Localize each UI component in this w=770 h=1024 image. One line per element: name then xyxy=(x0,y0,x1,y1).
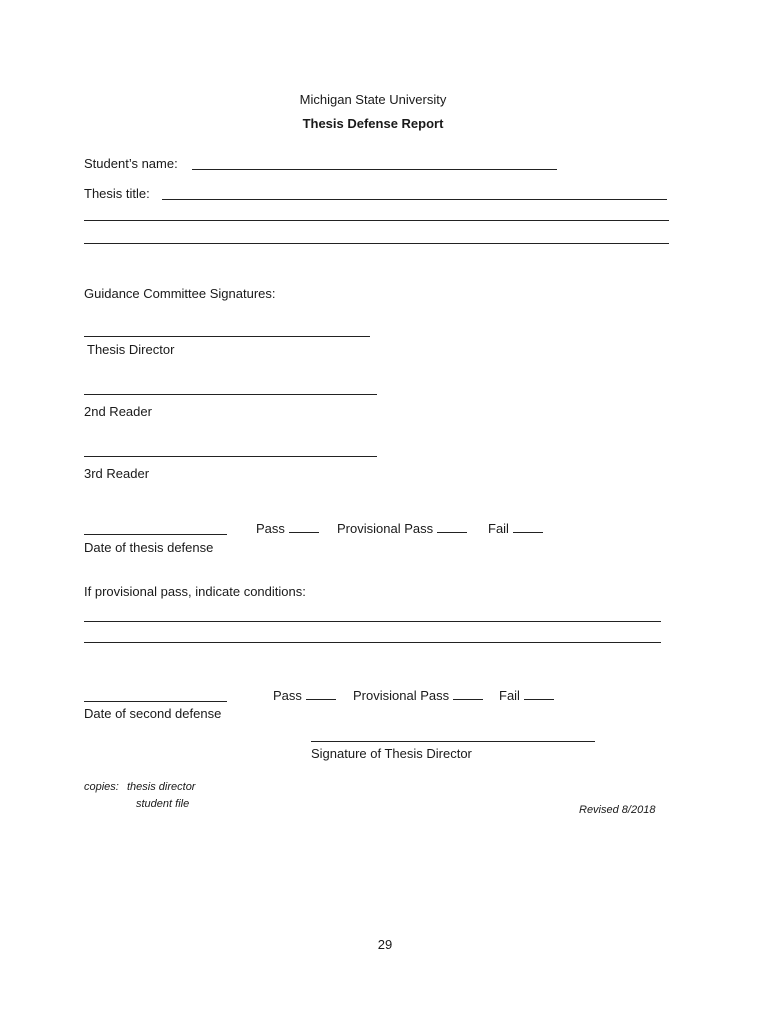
director-final-signature-label: Signature of Thesis Director xyxy=(311,746,472,761)
conditions-label: If provisional pass, indicate conditions: xyxy=(84,584,306,599)
first-fail-option xyxy=(488,520,543,537)
director-final-signature-field[interactable] xyxy=(311,741,595,742)
thesis-title-field-line-3[interactable] xyxy=(84,243,669,244)
first-provisional-label: Provisional Pass xyxy=(337,521,434,536)
first-fail-blank[interactable] xyxy=(513,520,543,533)
copies-item-student-file: student file xyxy=(136,798,190,810)
thesis-defense-date-field[interactable] xyxy=(84,534,227,535)
second-reader-label: 2nd Reader xyxy=(84,404,152,419)
student-name-label: Student’s name: xyxy=(84,156,178,171)
first-pass-label: Pass xyxy=(256,521,285,536)
second-pass-label: Pass xyxy=(273,688,302,703)
third-reader-signature-field[interactable] xyxy=(84,456,377,457)
copies-label: copies: xyxy=(84,781,119,793)
second-defense-date-label: Date of second defense xyxy=(84,706,222,721)
first-provisional-blank[interactable] xyxy=(437,520,467,533)
second-provisional-blank[interactable] xyxy=(453,687,483,700)
conditions-field-line-2[interactable] xyxy=(84,642,661,643)
revised-date: Revised 8/2018 xyxy=(579,804,656,816)
second-fail-blank[interactable] xyxy=(524,687,554,700)
first-provisional-option xyxy=(337,520,467,537)
first-pass-blank[interactable] xyxy=(289,520,319,533)
copies-item-director: thesis director xyxy=(127,781,196,793)
second-defense-date-field[interactable] xyxy=(84,701,227,702)
first-fail-label: Fail xyxy=(488,521,509,536)
thesis-director-signature-field[interactable] xyxy=(84,336,370,337)
second-provisional-label: Provisional Pass xyxy=(353,688,450,703)
first-pass-option xyxy=(256,520,319,537)
second-pass-blank[interactable] xyxy=(306,687,336,700)
committee-heading: Guidance Committee Signatures: xyxy=(84,286,276,301)
second-pass-option xyxy=(273,687,336,704)
document-title: Thesis Defense Report xyxy=(302,116,444,131)
university-name: Michigan State University xyxy=(299,92,447,107)
page-number: 29 xyxy=(377,937,393,952)
thesis-title-field-line-2[interactable] xyxy=(84,220,669,221)
second-fail-option xyxy=(499,687,554,704)
student-name-field[interactable] xyxy=(192,169,557,170)
second-provisional-option xyxy=(353,687,483,704)
thesis-defense-date-label: Date of thesis defense xyxy=(84,540,214,555)
thesis-title-label: Thesis title: xyxy=(84,186,150,201)
second-reader-signature-field[interactable] xyxy=(84,394,377,395)
conditions-field-line-1[interactable] xyxy=(84,621,661,622)
thesis-title-field-line-1[interactable] xyxy=(162,199,667,200)
second-fail-label: Fail xyxy=(499,688,520,703)
third-reader-label: 3rd Reader xyxy=(84,466,150,481)
thesis-director-label: Thesis Director xyxy=(87,342,175,357)
